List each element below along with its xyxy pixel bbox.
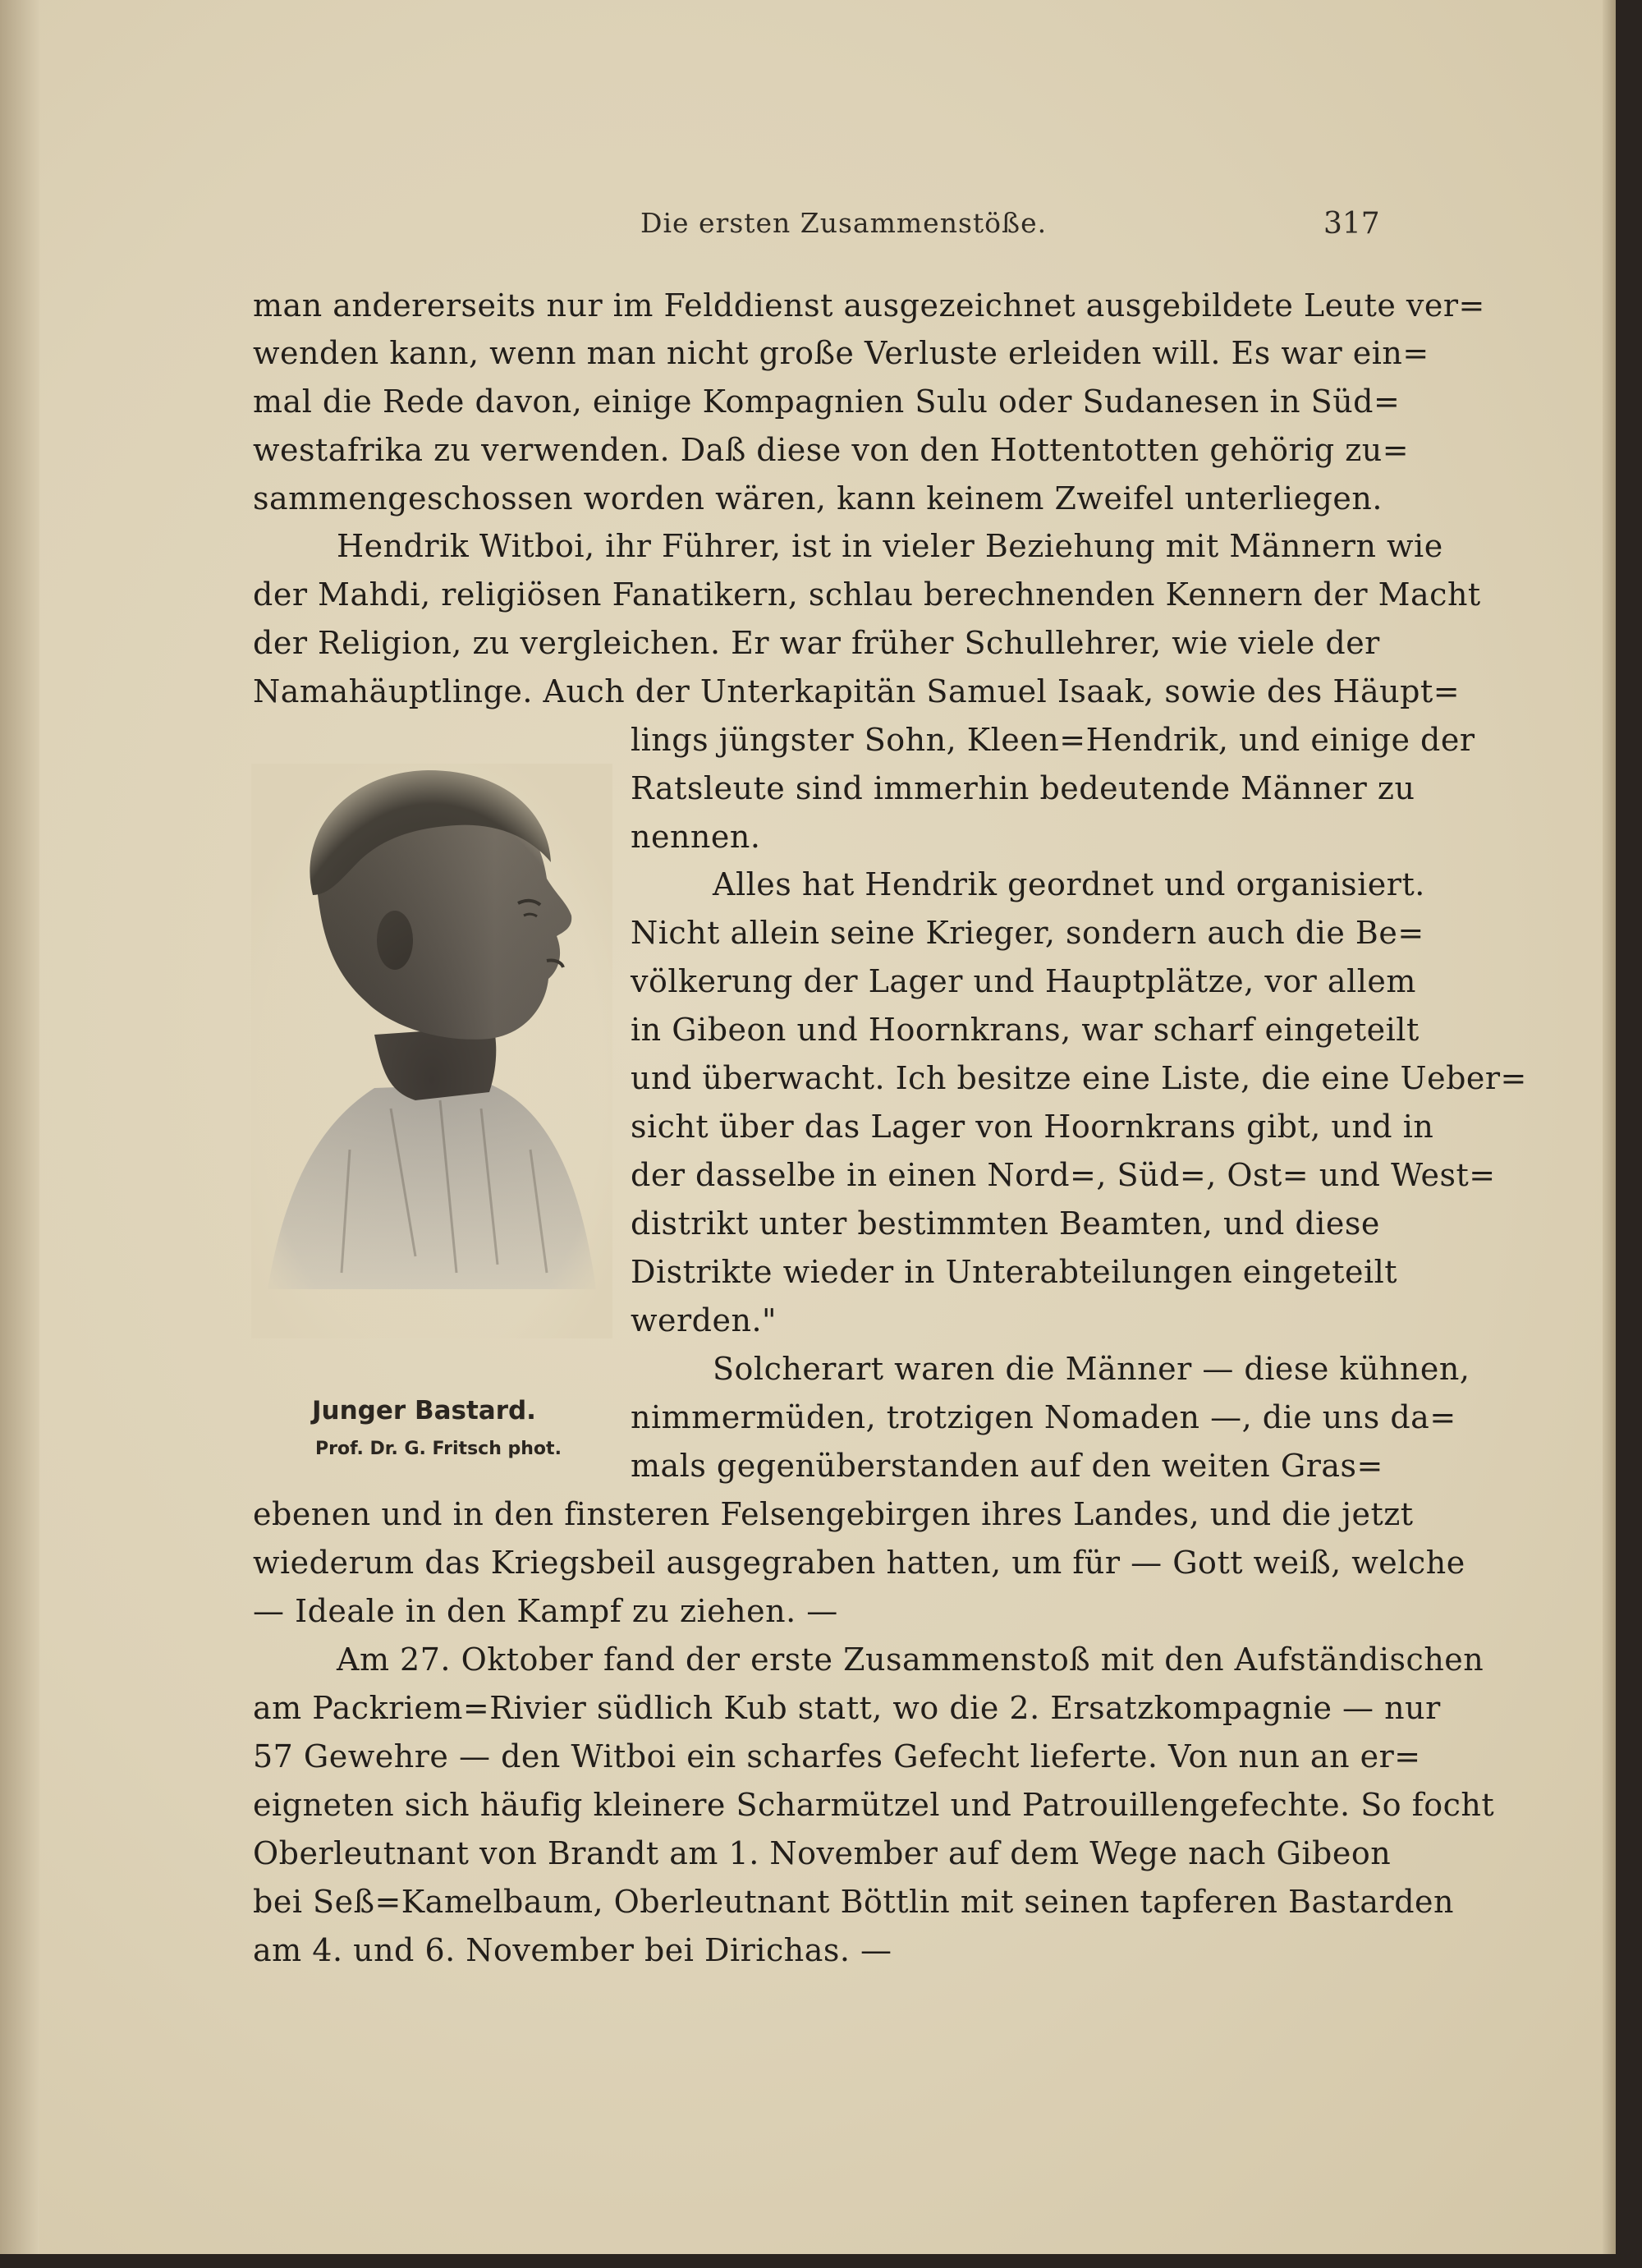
text-line: Alles hat Hendrik geordnet und organisiert.: [713, 866, 1425, 902]
text-line: und überwacht. Ich besitze eine Liste, die eine Ueber=: [631, 1060, 1527, 1096]
text-line: der Religion, zu vergleichen. Er war früher Schullehrer, wie viele der: [253, 625, 1380, 661]
text-line: Namahäuptlinge. Auch der Unterkapitän Samuel Isaak, sowie des Häupt=: [253, 673, 1461, 709]
text-line: ebenen und in den finsteren Felsengebirgen ihres Landes, und die jetzt: [253, 1496, 1414, 1532]
text-line: Nicht allein seine Krieger, sondern auch die Be=: [631, 915, 1424, 951]
text-line: 57 Gewehre — den Witboi ein scharfes Gefecht lieferte. Von nun an er=: [253, 1738, 1421, 1774]
page-number: 317: [1323, 207, 1380, 241]
text-line: mals gegenüberstanden auf den weiten Gras=: [631, 1448, 1383, 1484]
text-line: nimmermüden, trotzigen Nomaden —, die uns da=: [631, 1399, 1456, 1435]
book-spine-shadow: [0, 0, 39, 2254]
text-line: der Mahdi, religiösen Fanatikern, schlau berechnenden Kennern der Macht: [253, 576, 1481, 613]
text-line: Ratsleute sind immerhin bedeutende Männer zu: [631, 770, 1415, 806]
text-line: der dasselbe in einen Nord=, Süd=, Ost= und West=: [631, 1157, 1496, 1193]
text-line: werden.": [631, 1302, 777, 1338]
text-line: am 4. und 6. November bei Dirichas. —: [253, 1932, 892, 1968]
text-line: lings jüngster Sohn, Kleen=Hendrik, und einige der: [631, 722, 1475, 758]
page-edge: [1603, 0, 1616, 2254]
text-line: völkerung der Lager und Hauptplätze, vor allem: [631, 963, 1416, 999]
text-line: eigneten sich häufig kleinere Scharmützel und Patrouillengefechte. So focht: [253, 1787, 1495, 1823]
text-line: am Packriem=Rivier südlich Kub statt, wo die 2. Ersatzkompagnie — nur: [253, 1690, 1441, 1726]
text-line: in Gibeon und Hoornkrans, war scharf eingeteilt: [631, 1012, 1420, 1048]
portrait-photo: [251, 764, 612, 1338]
text-line: Hendrik Witboi, ihr Führer, ist in vieler Beziehung mit Männern wie: [337, 528, 1443, 564]
text-line: bei Seß=Kamelbaum, Oberleutnant Böttlin mit seinen tapferen Bastarden: [253, 1884, 1454, 1920]
text-line: wiederum das Kriegsbeil ausgegraben hatten, um für — Gott weiß, welche: [253, 1545, 1465, 1581]
text-line: westafrika zu verwenden. Daß diese von den Hottentotten gehörig zu=: [253, 432, 1410, 468]
text-line: nennen.: [631, 819, 761, 855]
text-line: sammengeschossen worden wären, kann keinem Zweifel unterliegen.: [253, 480, 1383, 516]
figure-caption: Junger Bastard.: [312, 1396, 536, 1426]
text-line: sicht über das Lager von Hoornkrans gibt, und in: [631, 1109, 1434, 1145]
figure-credit: Prof. Dr. G. Fritsch phot.: [315, 1439, 562, 1459]
running-head: Die ersten Zusammenstöße.: [640, 207, 1048, 239]
portrait-figure: [251, 764, 612, 1388]
text-line: distrikt unter bestimmten Beamten, und diese: [631, 1205, 1380, 1242]
text-line: — Ideale in den Kampf zu ziehen. —: [253, 1593, 838, 1629]
text-line: Solcherart waren die Männer — diese kühnen,: [713, 1351, 1470, 1387]
text-line: wenden kann, wenn man nicht große Verluste erleiden will. Es war ein=: [253, 335, 1429, 371]
text-line: mal die Rede davon, einige Kompagnien Sulu oder Sudanesen in Süd=: [253, 383, 1401, 420]
text-line: Am 27. Oktober fand der erste Zusammenstoß mit den Aufständischen: [337, 1641, 1484, 1678]
text-line: Oberleutnant von Brandt am 1. November auf dem Wege nach Gibeon: [253, 1835, 1392, 1871]
text-line: man andererseits nur im Felddienst ausgezeichnet ausgebildete Leute ver=: [253, 287, 1485, 324]
text-line: Distrikte wieder in Unterabteilungen eingeteilt: [631, 1254, 1398, 1290]
